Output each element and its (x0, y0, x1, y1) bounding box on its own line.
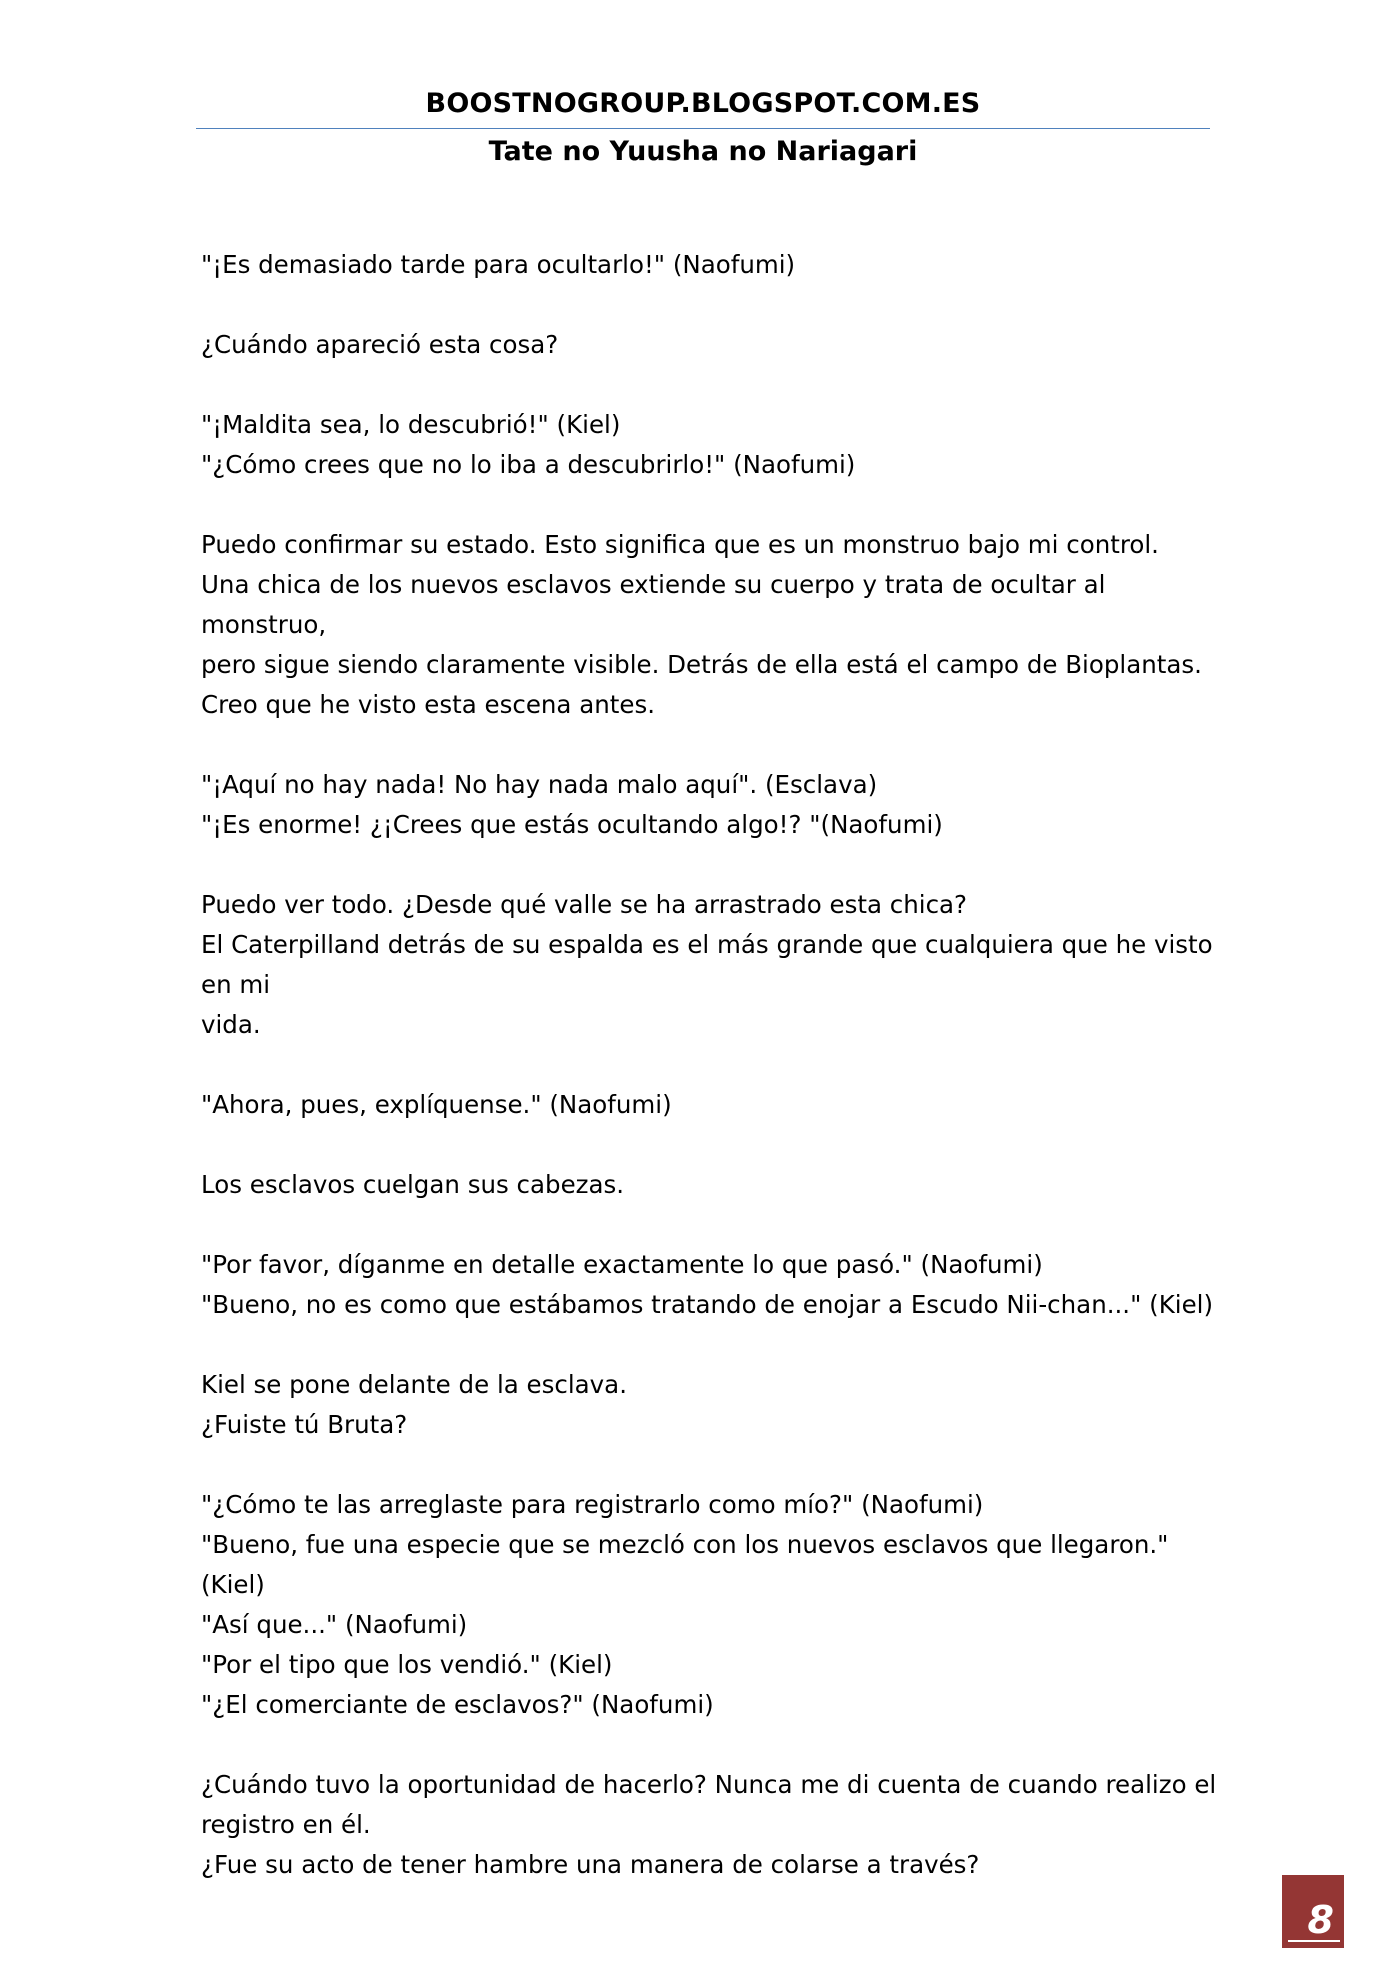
text-line: ¿Cuándo tuvo la oportunidad de hacerlo? Nunca me di cuenta de cuando realizo el (201, 1770, 1217, 1799)
text-line: Puedo ver todo. ¿Desde qué valle se ha arrastrado esta chica? (201, 890, 968, 919)
header-divider (196, 128, 1210, 129)
text-line: "¿El comerciante de esclavos?" (Naofumi) (201, 1690, 714, 1719)
text-line: pero sigue siendo claramente visible. Detrás de ella está el campo de Bioplantas. (201, 650, 1202, 679)
paragraph (201, 405, 1221, 485)
site-title: BOOSTNOGROUP.BLOGSPOT.COM.ES (425, 88, 981, 119)
text-line: Creo que he visto esta escena antes. (201, 690, 656, 719)
text-line: Una chica de los nuevos esclavos extiende su cuerpo y trata de ocultar al monstruo, (201, 570, 1114, 639)
page-number: 8 (1307, 1898, 1334, 1942)
document-body (201, 245, 1221, 1925)
paragraph (201, 325, 1221, 365)
text-line: "¿Cómo te las arreglaste para registrarlo como mío?" (Naofumi) (201, 1490, 984, 1519)
text-line: Puedo confirmar su estado. Esto significa que es un monstruo bajo mi control. (201, 530, 1159, 559)
paragraph (201, 1365, 1221, 1445)
text-line: Kiel se pone delante de la esclava. (201, 1370, 627, 1399)
page-header (196, 84, 1210, 172)
paragraph (201, 765, 1221, 845)
text-line: "Ahora, pues, explíquense." (Naofumi) (201, 1090, 672, 1119)
text-line: Los esclavos cuelgan sus cabezas. (201, 1170, 625, 1199)
text-line: "Así que..." (Naofumi) (201, 1610, 468, 1639)
paragraph (201, 245, 1221, 285)
text-line: ¿Cuándo apareció esta cosa? (201, 330, 559, 359)
paragraph (201, 525, 1221, 725)
paragraph (201, 1245, 1221, 1325)
text-line: "¿Cómo crees que no lo iba a descubrirlo!" (Naofumi) (201, 450, 856, 479)
text-line: ¿Fuiste tú Bruta? (201, 1410, 408, 1439)
text-line: "¡Es enorme! ¿¡Crees que estás ocultando algo!? "(Naofumi) (201, 810, 943, 839)
text-line: El Caterpilland detrás de su espalda es el más grande que cualquiera que he visto en mi (201, 930, 1221, 999)
text-line: registro en él. (201, 1810, 371, 1839)
text-line: "¡Es demasiado tarde para ocultarlo!" (Naofumi) (201, 250, 796, 279)
page-number-underline (1288, 1940, 1340, 1942)
paragraph (201, 885, 1221, 1045)
text-line: "Por favor, díganme en detalle exactamente lo que pasó." (Naofumi) (201, 1250, 1043, 1279)
document-title: Tate no Yuusha no Nariagari (488, 136, 918, 167)
page-number-badge (1282, 1875, 1344, 1948)
text-line: "¡Maldita sea, lo descubrió!" (Kiel) (201, 410, 621, 439)
paragraph (201, 1765, 1221, 1885)
text-line: ¿Fue su acto de tener hambre una manera de colarse a través? (201, 1850, 980, 1879)
text-line: "¡Aquí no hay nada! No hay nada malo aquí". (Esclava) (201, 770, 878, 799)
text-line: "Bueno, fue una especie que se mezcló con los nuevos esclavos que llegaron." (Kiel) (201, 1530, 1177, 1599)
text-line: "Por el tipo que los vendió." (Kiel) (201, 1650, 613, 1679)
text-line: "Bueno, no es como que estábamos tratando de enojar a Escudo Nii-chan..." (Kiel) (201, 1290, 1214, 1319)
paragraph (201, 1165, 1221, 1205)
text-line: vida. (201, 1010, 261, 1039)
paragraph (201, 1485, 1221, 1725)
paragraph (201, 1085, 1221, 1125)
